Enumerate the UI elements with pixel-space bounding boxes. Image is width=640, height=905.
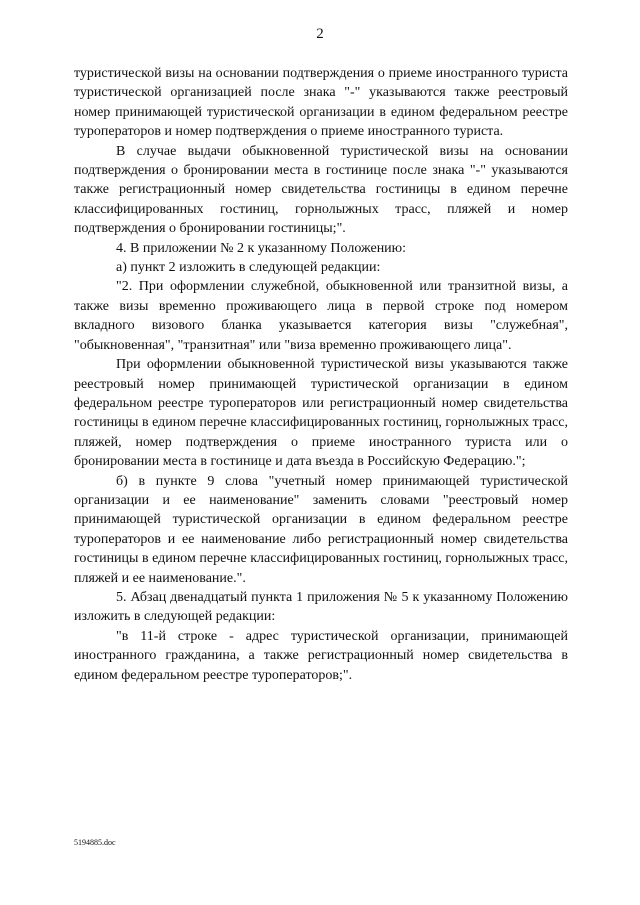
document-footer: 5194885.doc (74, 838, 116, 847)
paragraph-2: В случае выдачи обыкновенной туристической визы на основании подтверждения о бронировании места в гостинице после знака "-" указываются также регистрационный номер свидетельства гостиницы в едином перечне классифицированных гостиниц, горнолыжных трасс, пляжей и номер подтверждения о бронировании гостиницы;". (74, 143, 568, 237)
paragraph-7: б) в пункте 9 слова "учетный номер принимающей туристической организации и ее наименование" заменить словами "реестровый номер принимающей туристической организации в едином федеральном реестре туроператоров и ее наименование либо регистрационный номер свидетельства гостиницы в едином перечне классифицированных гостиниц, горнолыжных трасс, пляжей и ее наименование.". (74, 473, 568, 586)
paragraph-9: "в 11-й строке - адрес туристической организации, принимающей иностранного гражданина, а также регистрационный номер свидетельства в едином федеральном реестре туроператоров;". (74, 628, 568, 683)
paragraph-4: а) пункт 2 изложить в следующей редакции: (116, 260, 381, 276)
paragraph-6: При оформлении обыкновенной туристической визы указываются также реестровый номер принимающей туристической организации в едином федеральном реестре туроператоров или регистрационный номер свидетельства гостиницы в едином перечне классифицированных гостиниц, горнолыжных трасс, пляжей, номер подтверждения о приеме иностранного туриста или о бронировании места в гостинице и дата въезда в Российскую Федерацию."; (74, 357, 568, 470)
paragraph-8: 5. Абзац двенадцатый пункта 1 приложения № 5 к указанному Положению изложить в следующей редакции: (74, 589, 568, 625)
paragraph-3: 4. В приложении № 2 к указанному Положению: (116, 240, 407, 256)
paragraph-5: "2. При оформлении служебной, обыкновенной или транзитной визы, а также визы временно проживающего лица в первой строке под номером вкладного визового бланка указывается категория визы "служебная", "обыкновенная", "транзитная" или "виза временно проживающего лица". (74, 279, 568, 353)
page-number: 2 (316, 26, 324, 42)
paragraph-1: туристической визы на основании подтверждения о приеме иностранного туриста туристической организацией после знака "-" указываются также реестровый номер принимающей туристической организации в едином федеральном реестре туроператоров и номер подтверждения о приеме иностранного туриста. (74, 66, 568, 140)
document-body (74, 64, 568, 685)
